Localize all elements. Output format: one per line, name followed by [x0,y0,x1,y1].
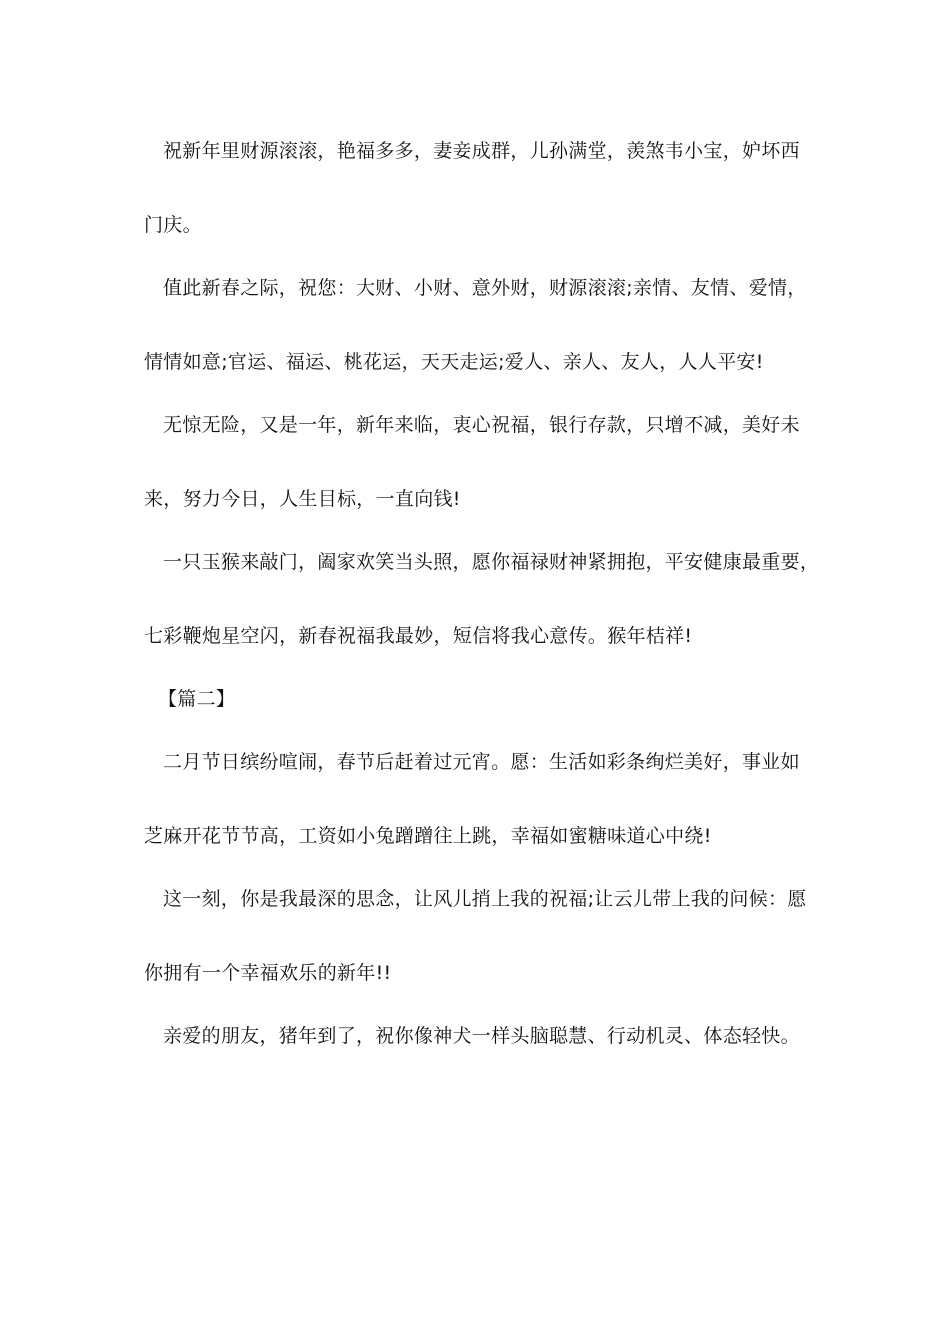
paragraph-line: 你拥有一个幸福欢乐的新年!! [144,962,392,984]
paragraph-line: 值此新春之际，祝您：大财、小财、意外财，财源滚滚;亲情、友情、爱情， [163,277,807,299]
paragraph-line: 门庆。 [144,214,202,236]
paragraph-line: 来，努力今日，人生目标，一直向钱! [144,488,461,510]
paragraph-line: 祝新年里财源滚滚，艳福多多，妻妾成群，儿孙满堂，羡煞韦小宝，妒坏西 [163,140,800,162]
paragraph-line: 七彩鞭炮星空闪，新春祝福我最妙，短信将我心意传。猴年桔祥! [144,625,693,647]
paragraph-line: 芝麻开花节节高，工资如小兔蹭蹭往上跳，幸福如蜜糖味道心中绕! [144,825,712,847]
paragraph-line: 二月节日缤纷喧闹，春节后赶着过元宵。愿：生活如彩条绚烂美好，事业如 [163,751,800,773]
paragraph-line: 情情如意;官运、福运、桃花运，天天走运;爱人、亲人、友人，人人平安! [144,351,764,373]
paragraph-line: 这一刻，你是我最深的思念，让风儿捎上我的祝福;让云儿带上我的问候：愿 [163,888,807,910]
paragraph-line: 无惊无险，又是一年，新年来临，衷心祝福，银行存款，只增不减，美好未 [163,414,800,436]
section-heading: 【篇二】 [158,688,236,710]
paragraph-line: 一只玉猴来敲门，阖家欢笑当头照，愿你福禄财神紧拥抱，平安健康最重要， [163,551,820,573]
paragraph-line: 亲爱的朋友，猪年到了，祝你像神犬一样头脑聪慧、行动机灵、体态轻快。 [163,1025,800,1047]
